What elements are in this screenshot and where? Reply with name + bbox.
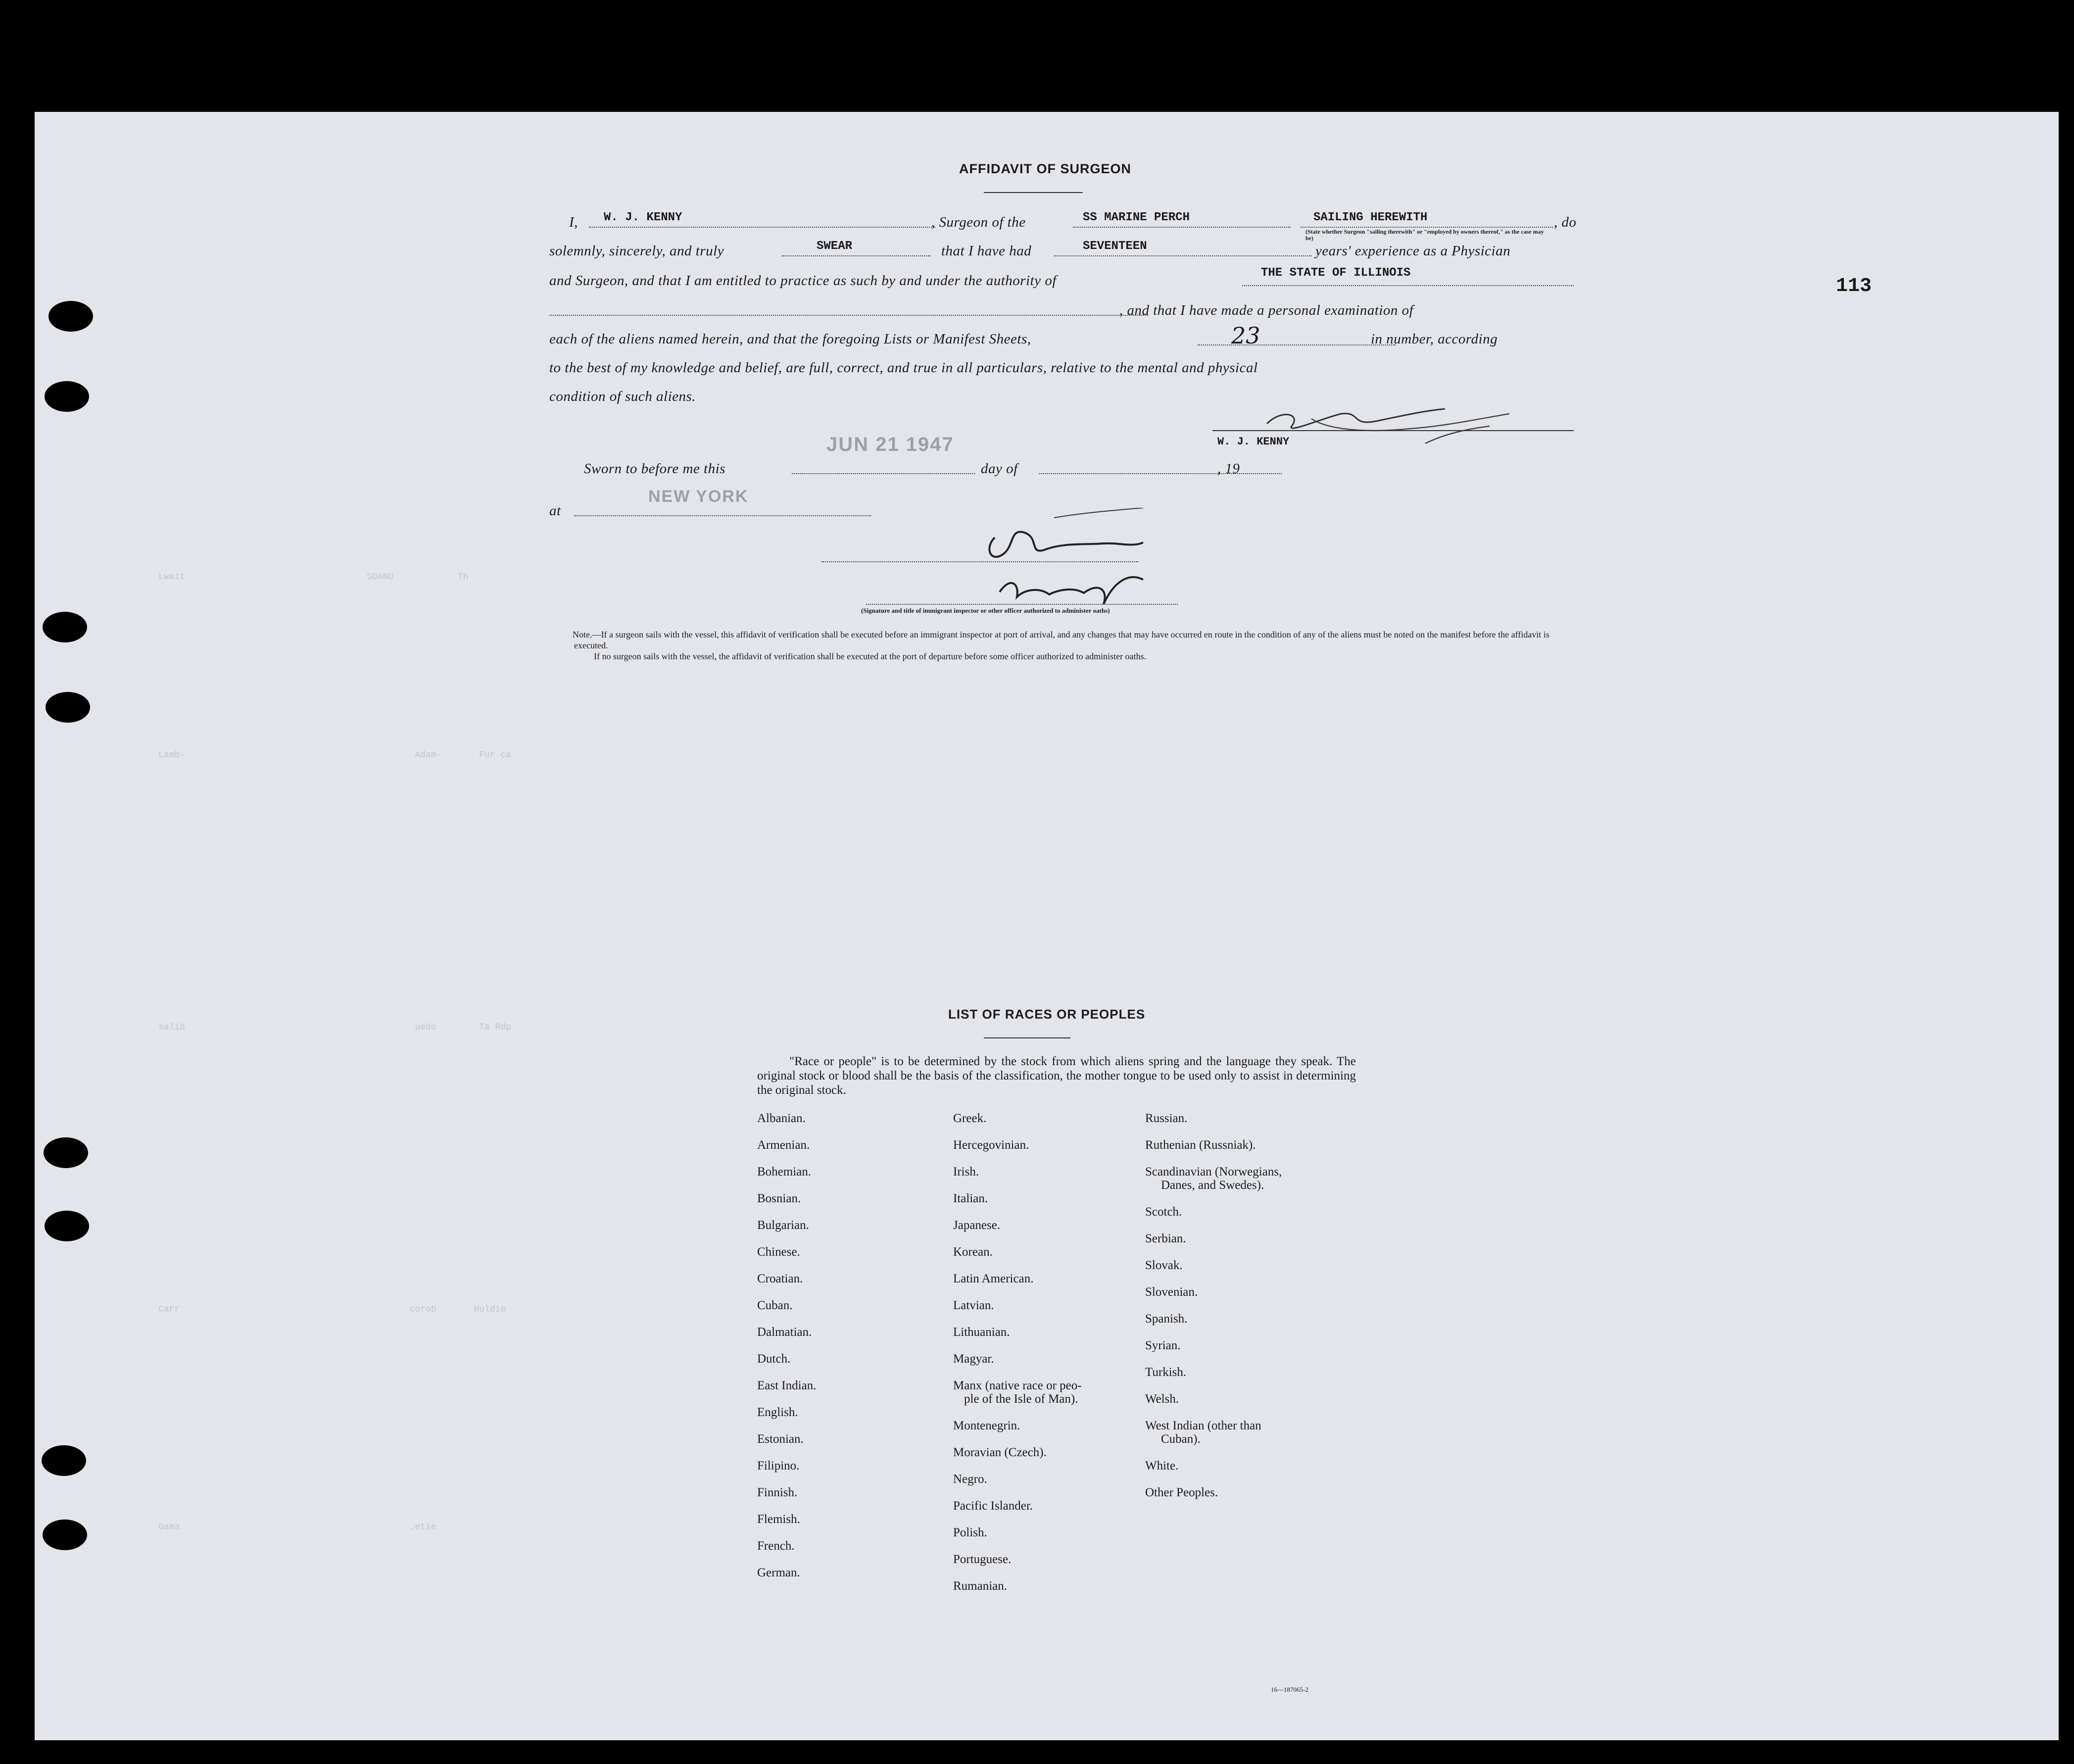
sworn-month-line (1039, 473, 1282, 474)
race-item: Italian. (953, 1192, 988, 1205)
race-item: Latvian. (953, 1299, 994, 1312)
race-item: English. (757, 1406, 798, 1419)
race-item: Lithuanian. (953, 1325, 1010, 1339)
text-day-of: day of (981, 461, 1018, 477)
race-item: Filipino. (757, 1459, 800, 1472)
sailing-status-line (1301, 227, 1553, 228)
races-title: LIST OF RACES OR PEOPLES (948, 1007, 1146, 1022)
text-19: , 19 (1217, 461, 1240, 477)
race-item: Scotch. (1145, 1205, 1182, 1219)
race-item: Rumanian. (953, 1579, 1008, 1593)
race-item: East Indian. (757, 1379, 817, 1392)
race-item: Finnish. (757, 1486, 798, 1499)
text-do: , do (1554, 214, 1577, 230)
race-item: Chinese. (757, 1245, 800, 1259)
binder-hole (48, 301, 93, 332)
races-intro: "Race or people" is to be determined by the stock from which aliens spring and the language they speak. The original stock or blood shall be the basis of the classification, the mother tongue to be used only to assist in determining the original stock. (757, 1055, 1356, 1097)
race-item: Polish. (953, 1526, 987, 1539)
text-in-number: in number, according (1371, 331, 1498, 347)
binder-hole (44, 1137, 88, 1168)
race-item: White. (1145, 1459, 1179, 1472)
authority: THE STATE OF ILLINOIS (1261, 266, 1411, 280)
race-item: Turkish. (1145, 1366, 1187, 1379)
form-code: 16—187065-2 (1271, 1686, 1308, 1693)
race-item: French. (757, 1539, 795, 1553)
binder-hole (45, 1211, 89, 1241)
vessel-line (1073, 227, 1291, 228)
binder-hole (43, 612, 87, 642)
race-item: Negro. (953, 1472, 987, 1486)
race-item: Moravian (Czech). (953, 1446, 1047, 1459)
race-item: Croatian. (757, 1272, 803, 1285)
sailing-status: SAILING HEREWITH (1313, 211, 1428, 224)
place-line (574, 515, 871, 516)
affidavit-title: AFFIDAVIT OF SURGEON (959, 161, 1131, 176)
race-item: Japanese. (953, 1219, 1001, 1232)
race-item: German. (757, 1566, 800, 1579)
race-item: Albanian. (757, 1112, 806, 1125)
text-solemnly: solemnly, sincerely, and truly (549, 243, 724, 259)
surgeon-name: W. J. KENNY (604, 211, 682, 224)
text-at: at (549, 503, 561, 519)
document-page: Lwait SDANU Th Lamb- Adam- Fur ca salib uedo Ta Rdp Carr corob Huldie Gama .etie 113 AFFIDAVIT OF SURGEON I, W. J. KENNY , Surgeon of the SS MARINE PERCH SAILING HEREWITH , do (State whether Surgeon "sailing therewith" or "employed by owners thereof," as the case may be) solemnly, sincerely, and truly SWEAR that I have had SEVENTEEN years' experience as a Physician and Surgeon, and that I am entitled to practice as such by and under the authority of THE STATE OF ILLINOIS , and that I have made a personal examination of each of the aliens named herein, and that the foregoing Lists or Manifest Sheets, 23 in number, according to the best of my knowledge and belief, are full, correct, and true in all particulars, relative to the mental and physical condition of such aliens. W. J. KENNY JUN 21 1947 Sworn to before me this day of , 19 NEW YORK at (Signature and title of immigrant inspector or other officer authorized to administer oaths) Note.—If a surgeon sails with the vessel, this affidavit of verification shall be executed before an immigrant inspector at port of arrival, and any changes that may have occurred en route in the condition of any of the aliens must be noted on the manifest before the affidavit is executed. If no surgeon sails with the vessel, the affidavit of verification shall be executed at the port of departure before some officer authorized to administer oaths. LIST OF RACES OR PEOPLES "Race or people" is to be determined by the stock from which aliens spring and the language they speak. The original stock or blood shall be the basis of the classification, the mother tongue to be used only to assist in determining the original stock. Albanian. Armenian. Bohemian. Bosnian. Bulgarian. Chinese. Croatian. Cuban. Dalmatian. Dutch. East Indian. English. Estonian. Filipino. Finnish. Flemish. French. German. Greek. Hercegovinian. Irish. Italian. Japanese. Korean. Latin American. Latvian. Lithuanian. Magyar. Manx (native race or peo- ple of the Isle of Man). Montenegrin. Moravian (Czech). Negro. Pacific Islander. Polish. Portuguese. Rumanian. Russian. Ruthenian (Russniak). Scandinavian (Norwegians, Danes, and Swedes). Scotch. Serbian. Slovak. Slovenian. Spanish. Syrian. Turkish. Welsh. West Indian (other than Cuban). White. Other Peoples. 16—187065-2 (35, 112, 2059, 1740)
years-experience: SEVENTEEN (1083, 240, 1147, 253)
race-item: Armenian. (757, 1138, 810, 1152)
authority-line (1242, 285, 1574, 286)
race-item-continued: Cuban). (1161, 1432, 1201, 1446)
race-item: Serbian. (1145, 1232, 1186, 1245)
race-item: Slovenian. (1145, 1285, 1198, 1299)
race-item: Bulgarian. (757, 1219, 809, 1232)
race-item: Bohemian. (757, 1165, 812, 1178)
race-item: Montenegrin. (953, 1419, 1020, 1432)
affidavit-note-1: Note.—If a surgeon sails with the vessel, this affidavit of verification shall be executed before an immigrant inspector at port of arrival, and any changes that may have occurred en route in the condition of any of the aliens must be noted on the manifest before the affidavit is executed. (573, 630, 1549, 650)
race-item: Bosnian. (757, 1192, 801, 1205)
surgeon-signature (1212, 399, 1539, 458)
surgeon-typed-name: W. J. KENNY (1217, 436, 1290, 448)
race-item: West Indian (other than (1145, 1419, 1261, 1432)
binder-hole (43, 1519, 87, 1550)
race-item: Slovak. (1145, 1259, 1183, 1272)
race-item: Latin American. (953, 1272, 1034, 1285)
races-column-1 (757, 1112, 816, 1593)
race-item: Irish. (953, 1165, 979, 1178)
race-item: Dalmatian. (757, 1325, 812, 1339)
races-column-2 (953, 1112, 1082, 1606)
officer-signature-line (821, 561, 1138, 562)
race-item: Manx (native race or peo- (953, 1379, 1082, 1392)
race-item: Russian. (1145, 1112, 1188, 1125)
text-personal-exam: , and that I have made a personal examination of (1119, 302, 1414, 318)
surgeon-signature-line (1212, 430, 1574, 431)
text-sworn: Sworn to before me this (584, 461, 725, 477)
text-best-knowledge: to the best of my knowledge and belief, are full, correct, and true in all particulars, relative to the mental and physical (549, 360, 1258, 376)
oath-type-line (782, 255, 930, 256)
race-item: Greek. (953, 1112, 987, 1125)
race-item: Estonian. (757, 1432, 804, 1446)
race-item: Dutch. (757, 1352, 791, 1366)
races-title-rule (984, 1037, 1070, 1038)
binder-hole (45, 381, 89, 412)
text-years-experience: years' experience as a Physician (1315, 243, 1511, 259)
officer-caption: (Signature and title of immigrant inspector or other officer authorized to administer oaths) (861, 607, 1110, 614)
race-item: Pacific Islander. (953, 1499, 1033, 1513)
race-item: Spanish. (1145, 1312, 1188, 1325)
binder-hole (42, 1445, 86, 1476)
officer-title-line (866, 604, 1178, 605)
years-experience-line (1054, 255, 1311, 256)
races-column-3 (1145, 1112, 1282, 1513)
text-i: I, (569, 214, 578, 230)
text-condition: condition of such aliens. (549, 389, 696, 404)
oath-type: SWEAR (817, 240, 853, 253)
race-item: Hercegovinian. (953, 1138, 1029, 1152)
race-item-continued: Danes, and Swedes). (1161, 1178, 1264, 1192)
vessel-name: SS MARINE PERCH (1083, 211, 1190, 224)
authority-line-2 (549, 315, 1148, 316)
race-item: Other Peoples. (1145, 1486, 1218, 1499)
title-rule (984, 192, 1083, 193)
place-stamp: NEW YORK (648, 487, 749, 506)
race-item: Korean. (953, 1245, 993, 1259)
sailing-note: (State whether Surgeon "sailing therewith" or "employed by owners thereof," as the case may be) (1305, 228, 1544, 242)
race-item: Syrian. (1145, 1339, 1181, 1352)
page-number: 113 (1836, 275, 1872, 297)
race-item-continued: ple of the Isle of Man). (964, 1392, 1078, 1406)
race-item: Portuguese. (953, 1553, 1012, 1566)
text-and-surgeon: and Surgeon, and that I am entitled to practice as such by and under the authority of (549, 273, 1057, 289)
race-item: Welsh. (1145, 1392, 1179, 1406)
sheet-count-line (1198, 344, 1396, 345)
race-item: Ruthenian (Russniak). (1145, 1138, 1256, 1152)
text-each-of-aliens: each of the aliens named herein, and that the foregoing Lists or Manifest Sheets, (549, 331, 1031, 347)
text-surgeon-of-the: , Surgeon of the (931, 214, 1026, 230)
sheet-count: 23 (1231, 322, 1260, 349)
date-stamp: JUN 21 1947 (826, 434, 954, 455)
race-item: Flemish. (757, 1513, 800, 1526)
sworn-day-line (792, 473, 975, 474)
race-item: Scandinavian (Norwegians, (1145, 1165, 1282, 1178)
binder-hole (46, 692, 90, 723)
affidavit-note-2: If no surgeon sails with the vessel, the affidavit of verification shall be executed at the port of departure before some officer authorized to administer oaths. (594, 651, 1147, 661)
race-item: Magyar. (953, 1352, 994, 1366)
race-item: Cuban. (757, 1299, 793, 1312)
text-that-i-have-had: that I have had (941, 243, 1032, 259)
surgeon-name-line (589, 227, 935, 228)
